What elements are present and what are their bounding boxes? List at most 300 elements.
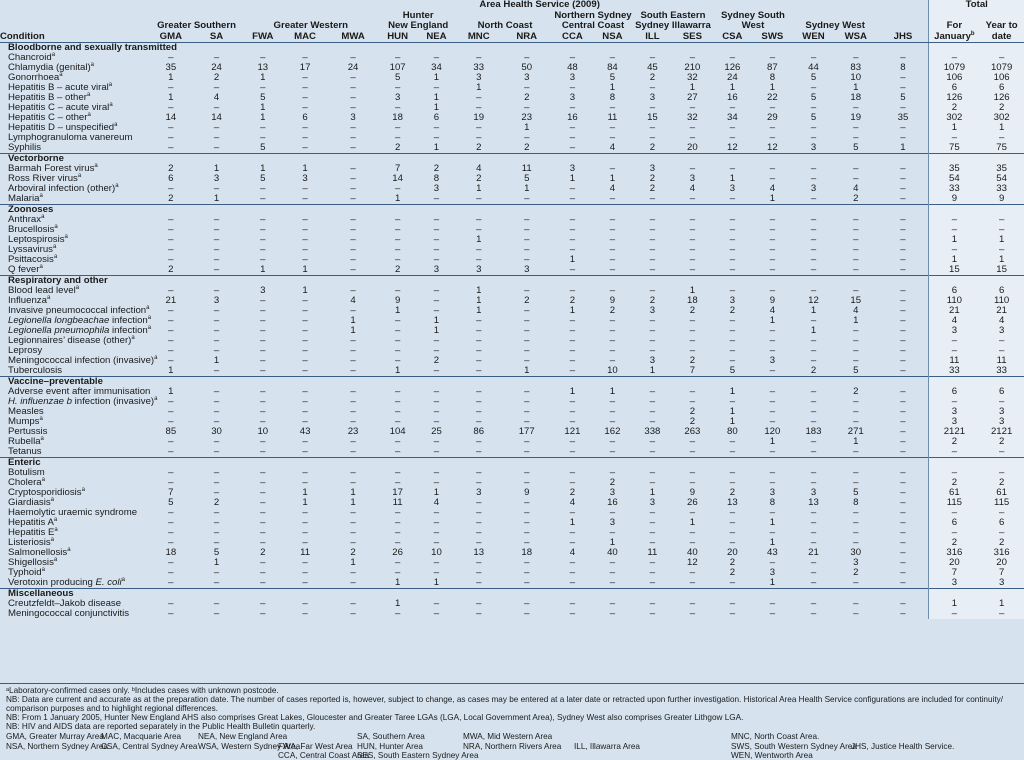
area-count-cell: – <box>394 82 401 93</box>
area-count-cell: – <box>609 335 616 346</box>
area-count-cell: 1 <box>302 285 308 296</box>
area-count-cell: – <box>900 396 906 407</box>
area-count-cell: – <box>302 567 308 578</box>
for-january-cell: 4 <box>929 316 979 326</box>
area-count-cell: – <box>900 365 906 376</box>
abbreviation-entry <box>574 732 731 741</box>
for-january-cell: – <box>929 528 979 538</box>
area-count-cell: 1 <box>260 264 266 275</box>
area-count-cell: – <box>433 52 440 63</box>
section-title: Miscellaneous <box>0 589 929 600</box>
area-count-cell: – <box>260 557 266 568</box>
area-count-cell: – <box>168 102 174 113</box>
area-count-cell: – <box>649 315 656 326</box>
area-count-cell: 1 <box>769 193 776 204</box>
area-count-cell: – <box>569 467 576 478</box>
area-count-cell: – <box>689 234 696 245</box>
area-count-cell: – <box>649 102 656 113</box>
area-count-cell: – <box>260 446 266 457</box>
condition-name: Anthrax$^a$ <box>8 213 45 225</box>
for-january-cell: 302 <box>929 113 979 123</box>
for-january-cell: 1 <box>929 235 979 245</box>
area-count-cell: 12 <box>767 142 778 153</box>
area-count-cell: – <box>810 598 817 609</box>
area-count-cell: – <box>569 365 576 376</box>
area-count-cell: – <box>213 102 220 113</box>
area-count-cell: – <box>900 608 906 619</box>
area-code-header: SA <box>191 32 242 43</box>
area-count-cell: – <box>168 214 174 225</box>
area-count-cell: – <box>524 285 530 296</box>
area-count-cell: – <box>476 122 482 133</box>
condition-name: Syphilis <box>8 142 42 153</box>
area-count-cell: 1 <box>689 82 696 93</box>
area-count-cell: – <box>900 325 906 336</box>
area-count-cell: – <box>433 295 440 306</box>
region-group-header: Northern Sydney Central Coast <box>554 9 632 31</box>
area-count-cell: 1 <box>350 487 356 498</box>
area-count-cell: – <box>900 82 906 93</box>
area-count-cell: 2 <box>689 355 696 366</box>
area-code-header: MWA <box>327 32 380 43</box>
area-count-cell: 11 <box>607 112 618 123</box>
area-count-cell: – <box>213 386 220 397</box>
area-count-cell: – <box>769 396 776 407</box>
area-count-cell: – <box>433 537 440 548</box>
area-count-cell: 5 <box>168 497 174 508</box>
area-count-cell: – <box>433 285 440 296</box>
area-count-cell: – <box>476 598 482 609</box>
area-count-cell: – <box>302 577 308 588</box>
area-count-cell: – <box>853 214 859 225</box>
area-count-cell: 2 <box>689 416 696 427</box>
area-count-cell: – <box>350 214 356 225</box>
year-to-date-cell: 20 <box>979 558 1024 568</box>
area-count-cell: – <box>524 254 530 265</box>
area-count-cell: – <box>524 497 530 508</box>
area-count-cell: 5 <box>810 112 817 123</box>
area-count-cell: 4 <box>569 497 576 508</box>
section-title: Vectorborne <box>0 154 929 165</box>
area-count-cell: – <box>394 132 401 143</box>
area-count-cell: – <box>649 264 656 275</box>
area-count-cell: 2 <box>649 183 656 194</box>
area-count-cell: 8 <box>769 72 776 83</box>
table-row <box>0 568 1024 578</box>
area-count-cell: – <box>729 264 736 275</box>
area-count-cell: 1 <box>433 102 440 113</box>
year-to-date-cell: 1 <box>979 123 1024 133</box>
area-count-cell: – <box>168 285 174 296</box>
area-count-cell: 1 <box>433 72 440 83</box>
area-count-cell: – <box>810 386 817 397</box>
region-group-header: Hunter New England <box>388 9 449 31</box>
area-count-cell: – <box>168 315 174 326</box>
area-count-cell: – <box>260 82 266 93</box>
area-count-cell: 338 <box>644 426 661 437</box>
area-count-cell: – <box>649 254 656 265</box>
area-count-cell: 1 <box>609 386 616 397</box>
area-count-cell: – <box>524 52 530 63</box>
condition-name: Hepatitis C – acute viral$^a$ <box>8 101 113 113</box>
area-count-cell: – <box>729 537 736 548</box>
area-count-cell: 13 <box>257 62 269 73</box>
area-count-cell: 22 <box>767 92 778 103</box>
area-count-cell: – <box>524 416 530 427</box>
area-count-cell: – <box>729 254 736 265</box>
year-to-date-cell: 2 <box>979 538 1024 548</box>
area-code-header: GMA <box>151 32 191 43</box>
area-count-cell: – <box>900 507 906 518</box>
area-count-cell: – <box>433 193 440 204</box>
area-count-cell: 27 <box>687 92 698 103</box>
area-count-cell: 1 <box>394 577 401 588</box>
area-count-cell: – <box>569 335 576 346</box>
area-count-cell: – <box>569 507 576 518</box>
area-count-cell: – <box>900 335 906 346</box>
area-count-cell: 3 <box>649 92 656 103</box>
section-title: Zoonoses <box>0 205 929 216</box>
area-count-cell: – <box>769 264 776 275</box>
area-count-cell: – <box>569 325 576 336</box>
area-count-cell: 3 <box>433 264 440 275</box>
area-count-cell: – <box>769 345 776 356</box>
area-count-cell: 1 <box>900 142 906 153</box>
area-count-cell: – <box>689 335 696 346</box>
area-count-cell: – <box>649 345 656 356</box>
area-count-cell: – <box>853 264 859 275</box>
area-count-cell: 4 <box>689 183 696 194</box>
area-count-cell: – <box>900 426 906 437</box>
area-count-cell: 4 <box>609 142 616 153</box>
area-count-cell: – <box>302 467 308 478</box>
area-count-cell: – <box>260 244 266 255</box>
area-count-cell: 1 <box>810 325 817 336</box>
area-count-cell: 8 <box>900 62 906 73</box>
area-count-cell: 32 <box>687 72 698 83</box>
area-count-cell: – <box>168 416 174 427</box>
condition-name: Legionella pneumophila infection$^a$ <box>8 324 152 336</box>
area-count-cell: 5 <box>729 365 736 376</box>
area-count-cell: 210 <box>684 62 701 73</box>
header-group-row <box>0 11 1024 32</box>
for-january-cell: 126 <box>929 93 979 103</box>
table-row <box>0 356 1024 366</box>
area-count-cell: – <box>729 335 736 346</box>
area-count-cell: – <box>168 325 174 336</box>
area-count-cell: – <box>569 234 576 245</box>
area-count-cell: – <box>302 122 308 133</box>
condition-name: Hepatitis B – other$^a$ <box>8 91 91 103</box>
table-row <box>0 83 1024 93</box>
area-count-cell: 10 <box>431 547 442 558</box>
area-count-cell: – <box>302 517 308 528</box>
area-count-cell: 126 <box>724 62 741 73</box>
area-count-cell: – <box>260 467 266 478</box>
condition-name: Creutzfeldt–Jakob disease <box>8 598 122 609</box>
area-count-cell: – <box>213 446 220 457</box>
for-january-cell: 20 <box>929 558 979 568</box>
area-count-cell: – <box>213 608 220 619</box>
area-count-cell: – <box>168 355 174 366</box>
area-count-cell: – <box>569 82 576 93</box>
condition-name: Hepatitis B – acute viral$^a$ <box>8 81 113 93</box>
area-count-cell: – <box>609 132 616 143</box>
area-count-cell: – <box>729 507 736 518</box>
area-count-cell: – <box>476 386 482 397</box>
area-count-cell: – <box>350 72 356 83</box>
area-count-cell: 3 <box>213 295 220 306</box>
area-count-cell: 1 <box>260 72 266 83</box>
for-january-header: For January$^b$ <box>929 11 979 43</box>
region-group-header <box>877 11 929 32</box>
area-count-cell: – <box>769 598 776 609</box>
table-row <box>0 225 1024 235</box>
area-count-cell: – <box>394 325 401 336</box>
area-count-cell: – <box>350 285 356 296</box>
area-count-cell: – <box>394 254 401 265</box>
area-count-cell: – <box>433 557 440 568</box>
area-count-cell: – <box>524 315 530 326</box>
area-count-cell: 21 <box>808 547 819 558</box>
area-count-cell: 3 <box>569 72 576 83</box>
area-count-cell: – <box>394 52 401 63</box>
year-to-date-cell: 6 <box>979 83 1024 93</box>
area-count-cell: – <box>213 234 220 245</box>
table-row <box>0 316 1024 326</box>
area-count-cell: – <box>689 446 696 457</box>
region-group-header: North Coast <box>477 20 533 31</box>
area-count-cell: – <box>213 477 220 488</box>
area-count-cell: 83 <box>850 62 862 73</box>
area-count-cell: – <box>213 142 220 153</box>
table-row <box>0 508 1024 518</box>
area-count-cell: – <box>853 477 859 488</box>
area-count-cell: – <box>433 386 440 397</box>
area-count-cell: 2 <box>649 173 656 184</box>
area-count-cell: – <box>433 406 440 417</box>
area-count-cell: – <box>168 577 174 588</box>
area-count-cell: 1 <box>302 487 308 498</box>
condition-name: Tetanus <box>8 446 42 457</box>
for-january-cell: 33 <box>929 366 979 377</box>
condition-name: Hepatitis C – other$^a$ <box>8 111 91 123</box>
area-count-cell: – <box>900 567 906 578</box>
abbreviation-entry <box>198 751 278 760</box>
section-title: Respiratory and other <box>0 276 929 287</box>
area-count-cell: – <box>260 234 266 245</box>
condition-name: Hepatitis D – unspecified$^a$ <box>8 121 118 133</box>
area-count-cell: – <box>689 163 696 174</box>
area-count-cell: – <box>394 507 401 518</box>
condition-name: Listeriosis$^a$ <box>8 536 54 548</box>
year-to-date-cell: 106 <box>979 73 1024 83</box>
abbreviation-entry: FWA, Far West Area <box>278 741 353 751</box>
area-count-cell: – <box>689 264 696 275</box>
area-count-cell: – <box>689 577 696 588</box>
area-count-cell: – <box>769 365 776 376</box>
area-count-cell: 19 <box>850 112 862 123</box>
for-january-cell: – <box>929 346 979 356</box>
area-count-cell: – <box>260 537 266 548</box>
header-top-row <box>0 0 1024 11</box>
area-count-cell: – <box>394 122 401 133</box>
area-count-cell: – <box>649 325 656 336</box>
area-count-cell: – <box>569 577 576 588</box>
area-count-cell: 162 <box>604 426 621 437</box>
area-code-header: NSA <box>592 32 633 43</box>
area-count-cell: – <box>260 507 266 518</box>
area-count-cell: – <box>168 305 174 316</box>
condition-name: Leptospirosis$^a$ <box>8 233 68 245</box>
area-count-cell: – <box>609 234 616 245</box>
area-count-cell: – <box>350 254 356 265</box>
area-code-header: NRA <box>500 32 553 43</box>
area-count-cell: 1 <box>213 557 220 568</box>
area-count-cell: – <box>350 436 356 447</box>
area-count-cell: 8 <box>433 173 440 184</box>
condition-name: Mumps$^a$ <box>8 415 43 427</box>
area-count-cell: 3 <box>394 92 401 103</box>
area-count-cell: – <box>433 254 440 265</box>
area-count-cell: 10 <box>850 72 862 83</box>
area-count-cell: – <box>649 517 656 528</box>
area-count-cell: – <box>433 122 440 133</box>
area-count-cell: 35 <box>897 112 909 123</box>
area-count-cell: 29 <box>767 112 778 123</box>
area-count-cell: 10 <box>607 365 618 376</box>
area-count-cell: 34 <box>727 112 738 123</box>
table-row <box>0 103 1024 113</box>
abbreviation-entry: ILL, Illawarra Area <box>574 741 640 751</box>
area-count-cell: – <box>260 183 266 194</box>
area-count-cell: – <box>769 527 776 538</box>
area-count-cell: 2 <box>853 567 859 578</box>
section-header-row <box>0 43 1024 54</box>
area-count-cell: 2 <box>810 365 817 376</box>
area-count-cell: 2 <box>476 173 482 184</box>
area-count-cell: – <box>260 345 266 356</box>
area-count-cell: 2 <box>168 163 174 174</box>
area-count-cell: – <box>213 345 220 356</box>
area-count-cell: – <box>433 345 440 356</box>
area-count-cell: – <box>649 335 656 346</box>
area-count-cell: – <box>524 234 530 245</box>
year-to-date-cell: 33 <box>979 184 1024 194</box>
area-count-cell: – <box>729 527 736 538</box>
area-count-cell: – <box>302 416 308 427</box>
area-count-cell: 1 <box>433 315 440 326</box>
area-count-cell: – <box>853 446 859 457</box>
area-count-cell: – <box>394 315 401 326</box>
area-count-cell: – <box>649 416 656 427</box>
area-count-cell: – <box>810 173 817 184</box>
area-count-cell: – <box>769 335 776 346</box>
area-count-cell: – <box>900 193 906 204</box>
area-count-cell: 1 <box>524 183 530 194</box>
area-count-cell: 2 <box>350 547 356 558</box>
area-count-cell: 86 <box>473 426 485 437</box>
area-count-cell: – <box>900 416 906 427</box>
area-count-cell: 3 <box>649 497 656 508</box>
area-count-cell: – <box>350 244 356 255</box>
area-count-cell: – <box>476 557 482 568</box>
area-count-cell: – <box>302 527 308 538</box>
area-count-cell: – <box>260 598 266 609</box>
area-count-cell: – <box>350 82 356 93</box>
area-count-cell: – <box>853 132 859 143</box>
table-row <box>0 538 1024 548</box>
area-count-cell: – <box>649 598 656 609</box>
area-count-cell: 1 <box>729 416 736 427</box>
area-count-cell: – <box>769 406 776 417</box>
area-count-cell: – <box>433 436 440 447</box>
area-count-cell: 2 <box>569 487 576 498</box>
area-count-cell: – <box>350 467 356 478</box>
area-count-cell: – <box>609 396 616 407</box>
area-count-cell: – <box>213 244 220 255</box>
condition-name: Influenza$^a$ <box>8 294 51 306</box>
abbreviation-legend <box>6 732 1018 759</box>
area-count-cell: – <box>769 285 776 296</box>
area-count-cell: – <box>900 264 906 275</box>
footnote-list <box>6 686 1018 731</box>
area-count-cell: – <box>260 608 266 619</box>
area-count-cell: – <box>769 608 776 619</box>
area-count-cell: – <box>609 214 616 225</box>
area-count-cell: – <box>350 537 356 548</box>
area-count-cell: 13 <box>727 497 738 508</box>
area-count-cell: – <box>350 365 356 376</box>
area-count-cell: – <box>810 193 817 204</box>
abbreviation-entry: CSA, Central Sydney Area <box>101 741 198 751</box>
area-count-cell: – <box>350 234 356 245</box>
area-count-cell: – <box>729 396 736 407</box>
area-count-cell: – <box>350 446 356 457</box>
area-count-cell: 4 <box>609 183 616 194</box>
area-count-cell: – <box>609 122 616 133</box>
area-count-cell: – <box>689 325 696 336</box>
area-count-cell: – <box>569 396 576 407</box>
area-code-header: ILL <box>633 32 672 43</box>
area-count-cell: 4 <box>853 305 859 316</box>
area-count-cell: 5 <box>900 92 906 103</box>
area-count-cell: – <box>729 315 736 326</box>
area-count-cell: – <box>569 446 576 457</box>
area-count-cell: – <box>569 142 576 153</box>
area-count-cell: – <box>260 487 266 498</box>
area-count-cell: 1 <box>213 355 220 366</box>
area-count-cell: – <box>689 436 696 447</box>
footnotes <box>0 683 1024 760</box>
condition-name: Tuberculosis <box>8 365 63 376</box>
area-count-cell: – <box>853 577 859 588</box>
area-count-cell: – <box>609 355 616 366</box>
area-count-cell: – <box>302 557 308 568</box>
area-count-cell: 44 <box>808 62 819 73</box>
year-to-date-cell: 2 <box>979 478 1024 488</box>
area-count-cell: – <box>649 608 656 619</box>
area-count-cell: 4 <box>769 305 776 316</box>
area-count-cell: – <box>260 325 266 336</box>
section-header-row <box>0 589 1024 600</box>
for-january-cell: – <box>929 225 979 235</box>
area-count-cell: – <box>524 557 530 568</box>
area-count-cell: – <box>810 163 817 174</box>
table-row <box>0 427 1024 437</box>
area-count-cell: – <box>569 224 576 235</box>
area-count-cell: 40 <box>687 547 698 558</box>
